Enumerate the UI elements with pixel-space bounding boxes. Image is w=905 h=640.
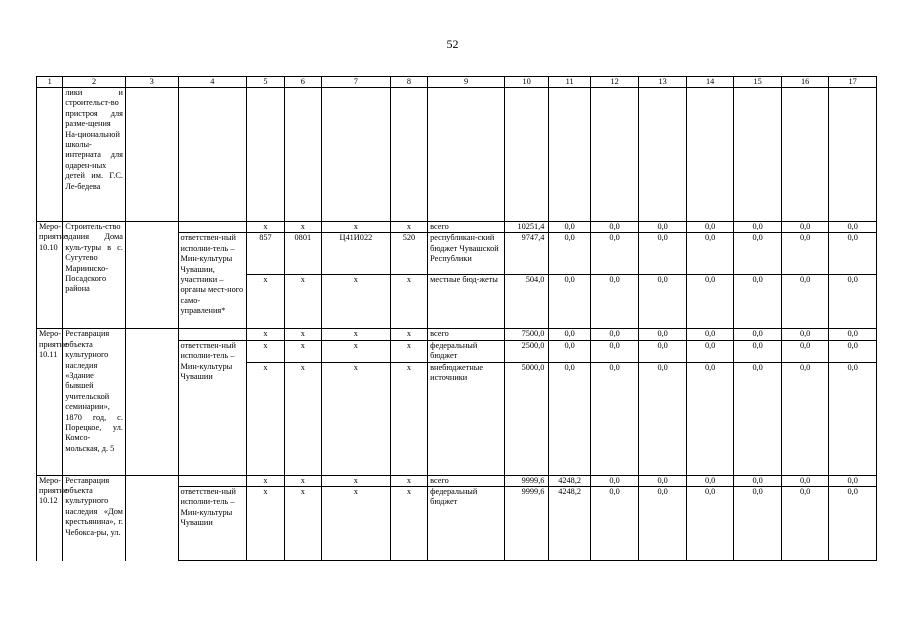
cell: 0,0 [549, 329, 590, 340]
cell: 0,0 [686, 233, 734, 275]
continuation-row [37, 88, 877, 222]
funding-source: всего [428, 475, 505, 486]
cell: 0,0 [549, 362, 590, 475]
cell: x [247, 222, 284, 233]
cell: x [284, 487, 321, 561]
header-cell: 3 [125, 77, 178, 88]
cell: x [390, 275, 427, 329]
cell: 0,0 [639, 475, 687, 486]
cell: 0,0 [829, 222, 877, 233]
page-number: 52 [446, 37, 459, 51]
cell: 5000,0 [504, 362, 548, 475]
cell: x [247, 487, 284, 561]
cell: 0,0 [686, 329, 734, 340]
header-cell: 15 [734, 77, 782, 88]
cell: 0,0 [590, 275, 639, 329]
funding-source: федеральный бюджет [428, 340, 505, 362]
header-row [37, 77, 877, 88]
cell: 0,0 [781, 362, 829, 475]
cell: x [322, 222, 391, 233]
funding-source: всего [428, 329, 505, 340]
cell: 0,0 [590, 222, 639, 233]
cell: x [284, 340, 321, 362]
responsible: ответствен-ный исполни-тель – Мин-культуры Чувашии [178, 340, 247, 475]
cell: 0,0 [686, 487, 734, 561]
cell: 0,0 [781, 340, 829, 362]
cell: 0,0 [734, 233, 782, 275]
cell: Ц41И022 [322, 233, 391, 275]
cell: 0,0 [781, 329, 829, 340]
cell: x [322, 475, 391, 486]
cell: 0,0 [549, 222, 590, 233]
header-cell: 11 [549, 77, 590, 88]
cell: x [390, 362, 427, 475]
cell: 520 [390, 233, 427, 275]
table-row [37, 475, 877, 486]
event-name: Реставрация объекта культурного наследия «Здание бывшей учительской семинарии», 1870 год, с. Порецкое, ул. Комсо-мольская, д. 5 [63, 329, 126, 475]
cell: 0,0 [549, 340, 590, 362]
cell: 0,0 [734, 362, 782, 475]
cell: 0,0 [549, 275, 590, 329]
funding-source: местные бюд-жеты [428, 275, 505, 329]
cell: 0,0 [639, 487, 687, 561]
header-cell: 9 [428, 77, 505, 88]
cell: 4248,2 [549, 487, 590, 561]
cell: 0,0 [734, 475, 782, 486]
header-cell: 17 [829, 77, 877, 88]
cell: 0,0 [829, 329, 877, 340]
cell: 0,0 [781, 475, 829, 486]
funding-source: всего [428, 222, 505, 233]
cell: 0,0 [686, 340, 734, 362]
cell: 10251,4 [504, 222, 548, 233]
funding-source: республикан-ский бюджет Чувашской Республики [428, 233, 505, 275]
cell: 9747,4 [504, 233, 548, 275]
cell: 0,0 [686, 362, 734, 475]
cell: 0,0 [590, 233, 639, 275]
funding-source: федеральный бюджет [428, 487, 505, 561]
header-cell: 2 [63, 77, 126, 88]
cell: 0,0 [639, 222, 687, 233]
cell: 0,0 [639, 275, 687, 329]
cell: x [247, 340, 284, 362]
responsible: ответствен-ный исполни-тель – Мин-культуры Чувашии, участники – органы мест-ного само-управления* [178, 233, 247, 329]
cell: 0,0 [829, 233, 877, 275]
header-cell: 6 [284, 77, 321, 88]
cell: 0,0 [590, 329, 639, 340]
table-row [37, 329, 877, 340]
cell: x [284, 362, 321, 475]
cell: 0801 [284, 233, 321, 275]
cell: x [247, 329, 284, 340]
event-id: Меро-приятие 10.10 [37, 222, 63, 329]
header-cell: 8 [390, 77, 427, 88]
cell: 0,0 [829, 487, 877, 561]
cell: 0,0 [686, 475, 734, 486]
header-cell: 12 [590, 77, 639, 88]
cell: 0,0 [781, 275, 829, 329]
cell: x [390, 487, 427, 561]
cell: 504,0 [504, 275, 548, 329]
cell: x [390, 340, 427, 362]
cell: 0,0 [829, 340, 877, 362]
cell: 0,0 [734, 487, 782, 561]
cell: 0,0 [686, 222, 734, 233]
cell: 0,0 [639, 233, 687, 275]
cell: 0,0 [590, 487, 639, 561]
cell: x [284, 475, 321, 486]
continuation-name: лики и строительст-во пристроя для разме-щения На-циональной школы-интерната для одарен-ных детей им. Г.С. Ле-бедева [63, 88, 126, 222]
cell: x [390, 475, 427, 486]
cell: 0,0 [549, 233, 590, 275]
funding-source: внебюджетные источники [428, 362, 505, 475]
cell: x [284, 275, 321, 329]
table-row [37, 222, 877, 233]
header-cell: 4 [178, 77, 247, 88]
cell: 0,0 [686, 275, 734, 329]
cell: 0,0 [734, 340, 782, 362]
cell: x [247, 362, 284, 475]
cell: x [390, 329, 427, 340]
cell: 0,0 [734, 222, 782, 233]
cell: 0,0 [781, 233, 829, 275]
cell: 0,0 [829, 475, 877, 486]
cell: 0,0 [590, 362, 639, 475]
event-name: Реставрация объекта культурного наследия «Дом крестьянина», г. Чебокса-ры, ул. [63, 475, 126, 560]
cell: x [284, 329, 321, 340]
cell: 0,0 [829, 275, 877, 329]
cell: x [247, 275, 284, 329]
cell: 857 [247, 233, 284, 275]
cell: 2500,0 [504, 340, 548, 362]
event-name: Строитель-ство здания Дома куль-туры в с. Сугутево Мариинско-Посадского района [63, 222, 126, 329]
cell: 0,0 [734, 275, 782, 329]
cell: 0,0 [639, 340, 687, 362]
cell: 4248,2 [549, 475, 590, 486]
cell: 0,0 [781, 222, 829, 233]
header-cell: 7 [322, 77, 391, 88]
header-cell: 14 [686, 77, 734, 88]
program-table [36, 76, 877, 561]
cell: 7500,0 [504, 329, 548, 340]
event-id: Меро-приятие 10.11 [37, 329, 63, 475]
cell: 9999,6 [504, 475, 548, 486]
header-cell: 10 [504, 77, 548, 88]
cell: x [322, 487, 391, 561]
responsible: ответствен-ный исполни-тель – Мин-культуры Чувашии [178, 487, 247, 561]
cell: 0,0 [829, 362, 877, 475]
cell: x [322, 329, 391, 340]
cell: 0,0 [734, 329, 782, 340]
cell: 9999,6 [504, 487, 548, 561]
cell: x [322, 362, 391, 475]
header-cell: 1 [37, 77, 63, 88]
cell: x [390, 222, 427, 233]
cell: x [247, 475, 284, 486]
cell: 0,0 [590, 475, 639, 486]
cell: x [284, 222, 321, 233]
cell: 0,0 [639, 329, 687, 340]
cell: x [322, 275, 391, 329]
header-cell: 16 [781, 77, 829, 88]
cell: 0,0 [639, 362, 687, 475]
event-id: Меро-приятие 10.12 [37, 475, 63, 560]
cell: x [322, 340, 391, 362]
cell: 0,0 [781, 487, 829, 561]
header-cell: 5 [247, 77, 284, 88]
header-cell: 13 [639, 77, 687, 88]
cell: 0,0 [590, 340, 639, 362]
